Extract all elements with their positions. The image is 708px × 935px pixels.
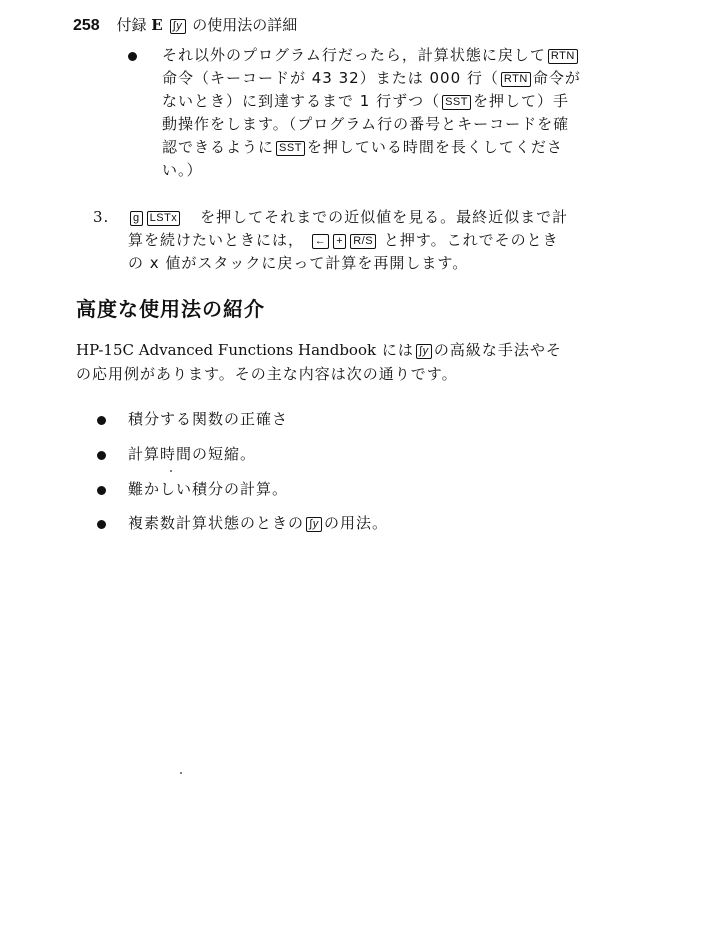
text-line: 命令（キーコードが 43 32）または 000 行（ RTN 命令が [162, 69, 581, 87]
text-line: い。） [162, 161, 203, 179]
text-line: 認できるように SST を押している時間を長くしてくださ [162, 138, 563, 156]
text-line: 動操作をします。（プログラム行の番号とキーコードを確 [162, 115, 570, 133]
sst-key-icon: SST [276, 141, 305, 156]
list-item: 複素数計算状態のときの ∫y の用法。 [128, 514, 389, 532]
section-title: 高度な使用法の紹介 [76, 297, 265, 321]
appendix-prefix: 付録 [116, 16, 147, 34]
bullet-icon [97, 520, 106, 529]
step-number: 3. [93, 208, 110, 226]
text-line: 算を続けたいときには， ← + R/S と押す。これでそのとき [128, 231, 559, 249]
integrate-key-icon: ∫y [306, 517, 322, 532]
sst-key-icon: SST [442, 95, 471, 110]
integrate-key-icon: ∫y [170, 19, 186, 34]
handbook-title: HP-15C Advanced Functions Handbook [76, 341, 377, 359]
g-key-icon: g [130, 211, 143, 226]
bullet-icon [97, 451, 106, 460]
bullet-icon [97, 486, 106, 495]
bullet-icon [128, 52, 137, 61]
back-arrow-key-icon: ← [312, 234, 330, 249]
lstx-key-icon: LSTx [147, 211, 181, 226]
text-line: の x 値がスタックに戻って計算を再開します。 [128, 254, 469, 272]
rs-key-icon: R/S [350, 234, 376, 249]
running-header [73, 14, 297, 36]
page-number: 258 [73, 17, 100, 34]
text-line: ないとき）に到達するまで 1 行ずつ（ SST を押して）手 [162, 92, 570, 110]
text-line: それ以外のプログラム行だったら，計算状態に戻して RTN [162, 44, 580, 66]
appendix-letter: E [151, 16, 163, 34]
text-line: g LSTx を押してそれまでの近似値を見る。最終近似まで計 [128, 206, 568, 228]
scan-speck [170, 470, 172, 472]
scan-speck [180, 772, 182, 774]
list-item: 計算時間の短縮。 [128, 445, 257, 463]
rtn-key-icon: RTN [548, 49, 578, 64]
header-title: の使用法の詳細 [192, 16, 298, 34]
text-line: HP-15C Advanced Functions Handbook には ∫y の高級な手法やそ [76, 341, 562, 359]
bullet-icon [97, 416, 106, 425]
rtn-key-icon: RTN [501, 72, 531, 87]
list-item: 難かしい積分の計算。 [128, 480, 289, 498]
integrate-key-icon: ∫y [416, 344, 432, 359]
list-item: 積分する関数の正確さ [128, 410, 289, 428]
text-line: の応用例があります。その主な内容は次の通りです。 [76, 365, 458, 383]
plus-key-icon: + [333, 234, 346, 249]
